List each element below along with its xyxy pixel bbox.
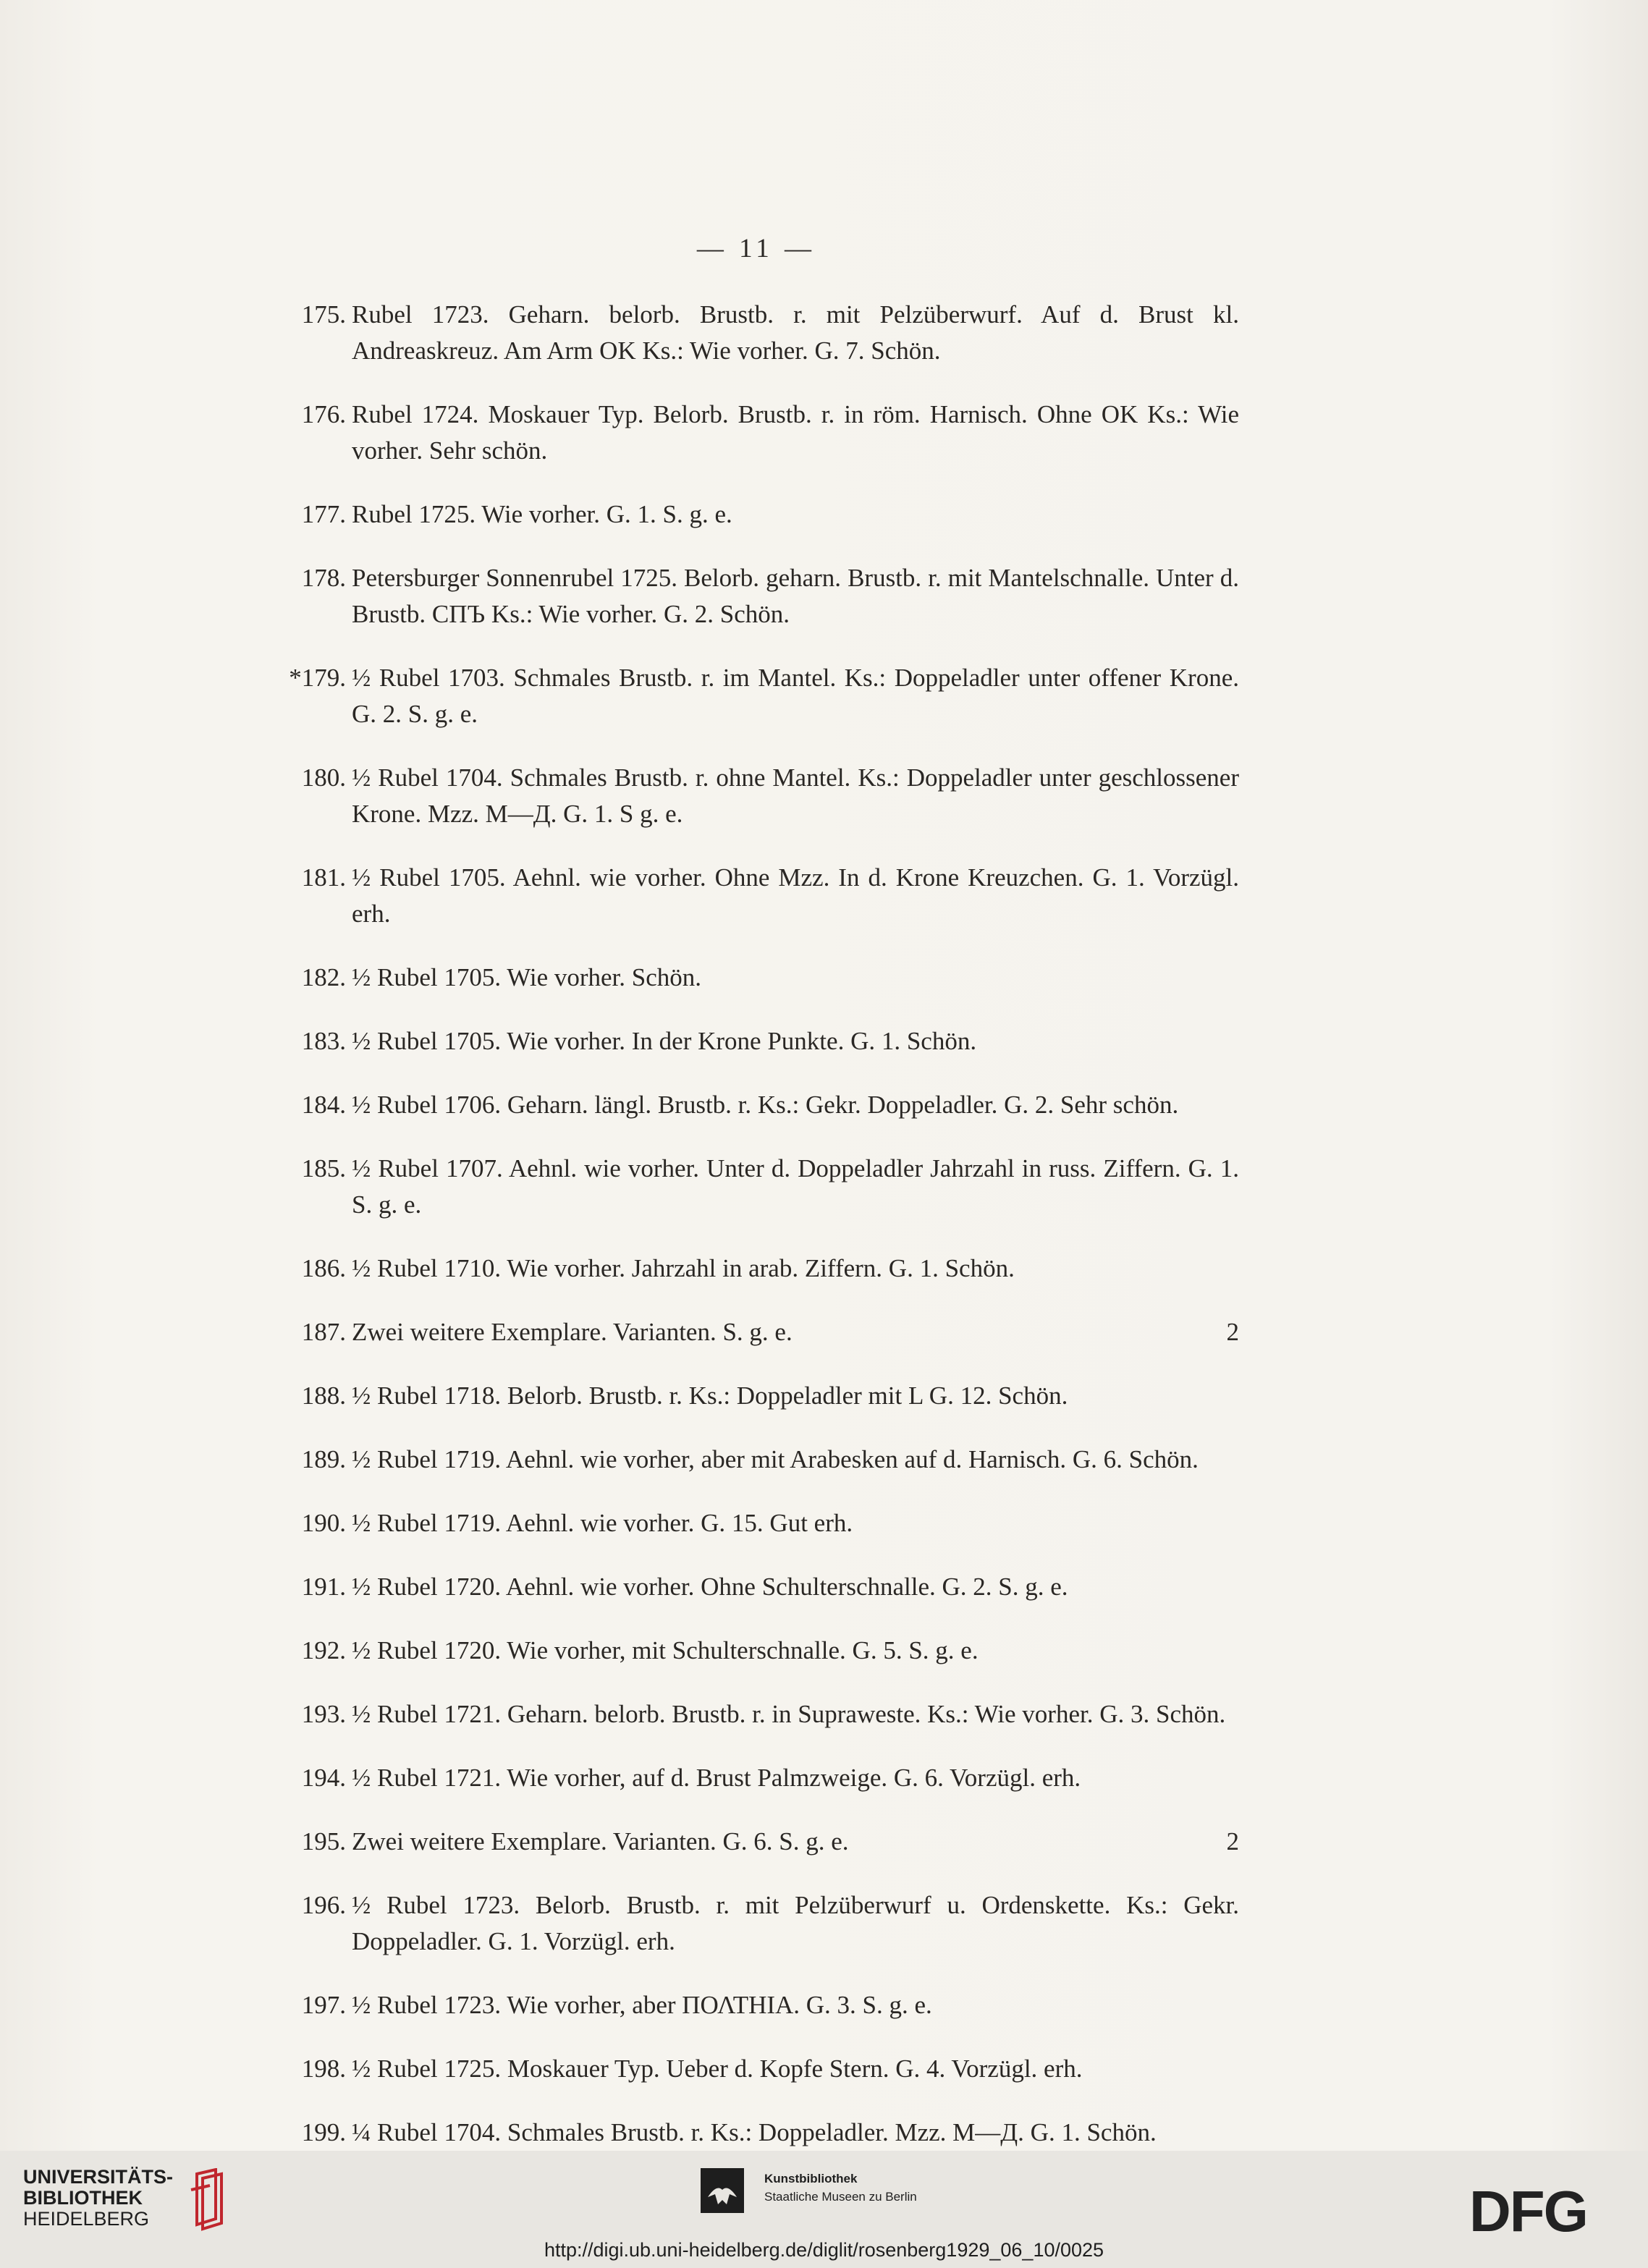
catalog-entry xyxy=(248,1378,1239,1414)
catalog-entry xyxy=(248,1023,1239,1059)
entry-list xyxy=(248,297,1239,2178)
entry-description: ½ Rubel 1706. Geharn. längl. Brustb. r. Ks.: Gekr. Doppeladler. G. 2. Sehr schön. xyxy=(352,1091,1179,1119)
entry-number: 181. xyxy=(301,863,346,892)
catalog-entry xyxy=(248,960,1239,996)
catalog-entry xyxy=(248,2115,1239,2151)
entry-description: Rubel 1723. Geharn. belorb. Brustb. r. mit Pelzüberwurf. Auf d. Brust kl. Andreaskreuz. Am Arm OK Ks.: Wie vorher. G. 7. Schön. xyxy=(352,300,1239,365)
entry-description: Zwei weitere Exemplare. Varianten. G. 6. S. g. e. xyxy=(352,1827,849,1856)
entry-description: ½ Rubel 1705. Aehnl. wie vorher. Ohne Mzz. In d. Krone Kreuzchen. G. 1. Vorzügl. erh. xyxy=(352,863,1239,928)
entry-description: ½ Rubel 1705. Wie vorher. Schön. xyxy=(352,963,702,991)
catalog-entry xyxy=(248,1151,1239,1223)
catalog-entry xyxy=(248,1505,1239,1541)
catalog-entry xyxy=(248,2051,1239,2087)
entry-number: 186. xyxy=(301,1254,346,1282)
catalog-entry xyxy=(248,1887,1239,1960)
entry-number: 187. xyxy=(301,1318,346,1346)
catalog-entry xyxy=(248,1633,1239,1669)
entry-number: 190. xyxy=(301,1509,346,1537)
entry-number: 182. xyxy=(301,963,346,991)
entry-description: ½ Rubel 1723. Belorb. Brustb. r. mit Pelzüberwurf u. Ordenskette. Ks.: Gekr. Doppeladler. G. 1. Vorzügl. erh. xyxy=(352,1891,1239,1955)
kunstbibliothek-logo[interactable] xyxy=(701,2168,990,2226)
entry-number: 189. xyxy=(301,1445,346,1473)
entry-description: ½ Rubel 1704. Schmales Brustb. r. ohne Mantel. Ks.: Doppeladler unter geschlossener Krone. Mzz. M—Д. G. 1. S g. e. xyxy=(352,763,1239,828)
entry-description: ½ Rubel 1723. Wie vorher, aber ΠΟΛΤΗΙΑ. G. 3. S. g. e. xyxy=(352,1991,932,2019)
entry-number: 185. xyxy=(301,1154,346,1182)
entry-number: 183. xyxy=(301,1027,346,1055)
catalog-entry xyxy=(248,1569,1239,1605)
entry-number: 177. xyxy=(301,500,346,528)
entry-description: ½ Rubel 1725. Moskauer Typ. Ueber d. Kopfe Stern. G. 4. Vorzügl. erh. xyxy=(352,2055,1083,2083)
catalog-entry xyxy=(248,1251,1239,1287)
entry-description: ½ Rubel 1707. Aehnl. wie vorher. Unter d. Doppeladler Jahrzahl in russ. Ziffern. G. 1. S. g. e. xyxy=(352,1154,1239,1219)
entry-description: ½ Rubel 1720. Wie vorher, mit Schulterschnalle. G. 5. S. g. e. xyxy=(352,1636,979,1664)
entry-description: ½ Rubel 1721. Geharn. belorb. Brustb. r. in Supraweste. Ks.: Wie vorher. G. 3. Schön. xyxy=(352,1700,1226,1728)
catalog-entry xyxy=(248,1087,1239,1123)
entry-description: ½ Rubel 1719. Aehnl. wie vorher. G. 15. Gut erh. xyxy=(352,1509,853,1537)
catalog-entry xyxy=(248,297,1239,369)
permalink-url[interactable]: http://digi.ub.uni-heidelberg.de/diglit/rosenberg1929_06_10/0025 xyxy=(544,2239,1104,2261)
entry-description: ½ Rubel 1720. Aehnl. wie vorher. Ohne Schulterschnalle. G. 2. S. g. e. xyxy=(352,1573,1068,1601)
catalog-entry xyxy=(248,760,1239,832)
catalog-entry xyxy=(248,1824,1239,1860)
kb-logo-line2: Staatliche Museen zu Berlin xyxy=(764,2190,917,2204)
kb-logo-text xyxy=(764,2170,917,2206)
dfg-logo[interactable]: DFG xyxy=(1469,2179,1587,2243)
entry-number: 192. xyxy=(301,1636,346,1664)
entry-description: ½ Rubel 1703. Schmales Brustb. r. im Mantel. Ks.: Doppeladler unter offener Krone. G. 2. S. g. e. xyxy=(352,664,1239,728)
kb-logo-line1: Kunstbibliothek xyxy=(764,2172,858,2186)
entry-description: ½ Rubel 1718. Belorb. Brustb. r. Ks.: Doppeladler mit L G. 12. Schön. xyxy=(352,1381,1068,1410)
catalog-entry xyxy=(248,1314,1239,1350)
entry-number: 199. xyxy=(301,2118,346,2146)
catalog-entry xyxy=(248,1696,1239,1732)
entry-number: 176. xyxy=(301,400,346,428)
catalog-entry xyxy=(248,397,1239,469)
catalog-entry xyxy=(248,1760,1239,1796)
catalog-entry xyxy=(248,560,1239,632)
entry-number: 184. xyxy=(301,1091,346,1119)
uni-logo-line1: UNIVERSITÄTS- xyxy=(23,2166,174,2188)
entry-number: 198. xyxy=(301,2055,346,2083)
entry-description: ¼ Rubel 1704. Schmales Brustb. r. Ks.: Doppeladler. Mzz. M—Д. G. 1. Schön. xyxy=(352,2118,1157,2146)
entry-description: Petersburger Sonnenrubel 1725. Belorb. geharn. Brustb. r. mit Mantelschnalle. Unter d. Brustb. СПЪ Ks.: Wie vorher. G. 2. Schön. xyxy=(352,564,1239,628)
catalog-entry xyxy=(248,660,1239,732)
entry-number: 180. xyxy=(301,763,346,792)
entry-quantity: 2 xyxy=(1226,1827,1239,1856)
entry-number: 188. xyxy=(301,1381,346,1410)
entry-number: 196. xyxy=(301,1891,346,1919)
entry-number: 191. xyxy=(301,1573,346,1601)
entry-number: 175. xyxy=(301,300,346,329)
uni-logo-line3: HEIDELBERG xyxy=(23,2208,150,2230)
entry-description: Zwei weitere Exemplare. Varianten. S. g. e. xyxy=(352,1318,793,1346)
entry-description: ½ Rubel 1719. Aehnl. wie vorher, aber mit Arabesken auf d. Harnisch. G. 6. Schön. xyxy=(352,1445,1199,1473)
entry-quantity: 2 xyxy=(1226,1318,1239,1346)
entry-number: 195. xyxy=(301,1827,346,1856)
entry-number: 197. xyxy=(301,1991,346,2019)
entry-number: *179. xyxy=(289,664,346,692)
catalog-entry xyxy=(248,1987,1239,2023)
entry-number: 178. xyxy=(301,564,346,592)
uni-mark-icon xyxy=(187,2168,230,2233)
catalog-entry xyxy=(248,1442,1239,1478)
entry-description: ½ Rubel 1710. Wie vorher. Jahrzahl in arab. Ziffern. G. 1. Schön. xyxy=(352,1254,1015,1282)
entry-description: Rubel 1725. Wie vorher. G. 1. S. g. e. xyxy=(352,500,732,528)
uni-logo-line2: BIBLIOTHEK xyxy=(23,2187,143,2209)
entry-number: 193. xyxy=(301,1700,346,1728)
footer-bar xyxy=(0,2151,1648,2268)
entry-description: ½ Rubel 1721. Wie vorher, auf d. Brust Palmzweige. G. 6. Vorzügl. erh. xyxy=(352,1764,1081,1792)
uni-logo-text xyxy=(23,2167,173,2230)
uni-heidelberg-logo[interactable] xyxy=(23,2167,240,2232)
entry-description: Rubel 1724. Moskauer Typ. Belorb. Brustb. r. in röm. Harnisch. Ohne OK Ks.: Wie vorher. Sehr schön. xyxy=(352,400,1239,465)
eagle-icon xyxy=(701,2168,744,2213)
entry-description: ½ Rubel 1705. Wie vorher. In der Krone Punkte. G. 1. Schön. xyxy=(352,1027,977,1055)
entry-number: 194. xyxy=(301,1764,346,1792)
catalog-entry xyxy=(248,496,1239,533)
catalog-entry xyxy=(248,860,1239,932)
page-number: — 11 — xyxy=(696,234,816,263)
